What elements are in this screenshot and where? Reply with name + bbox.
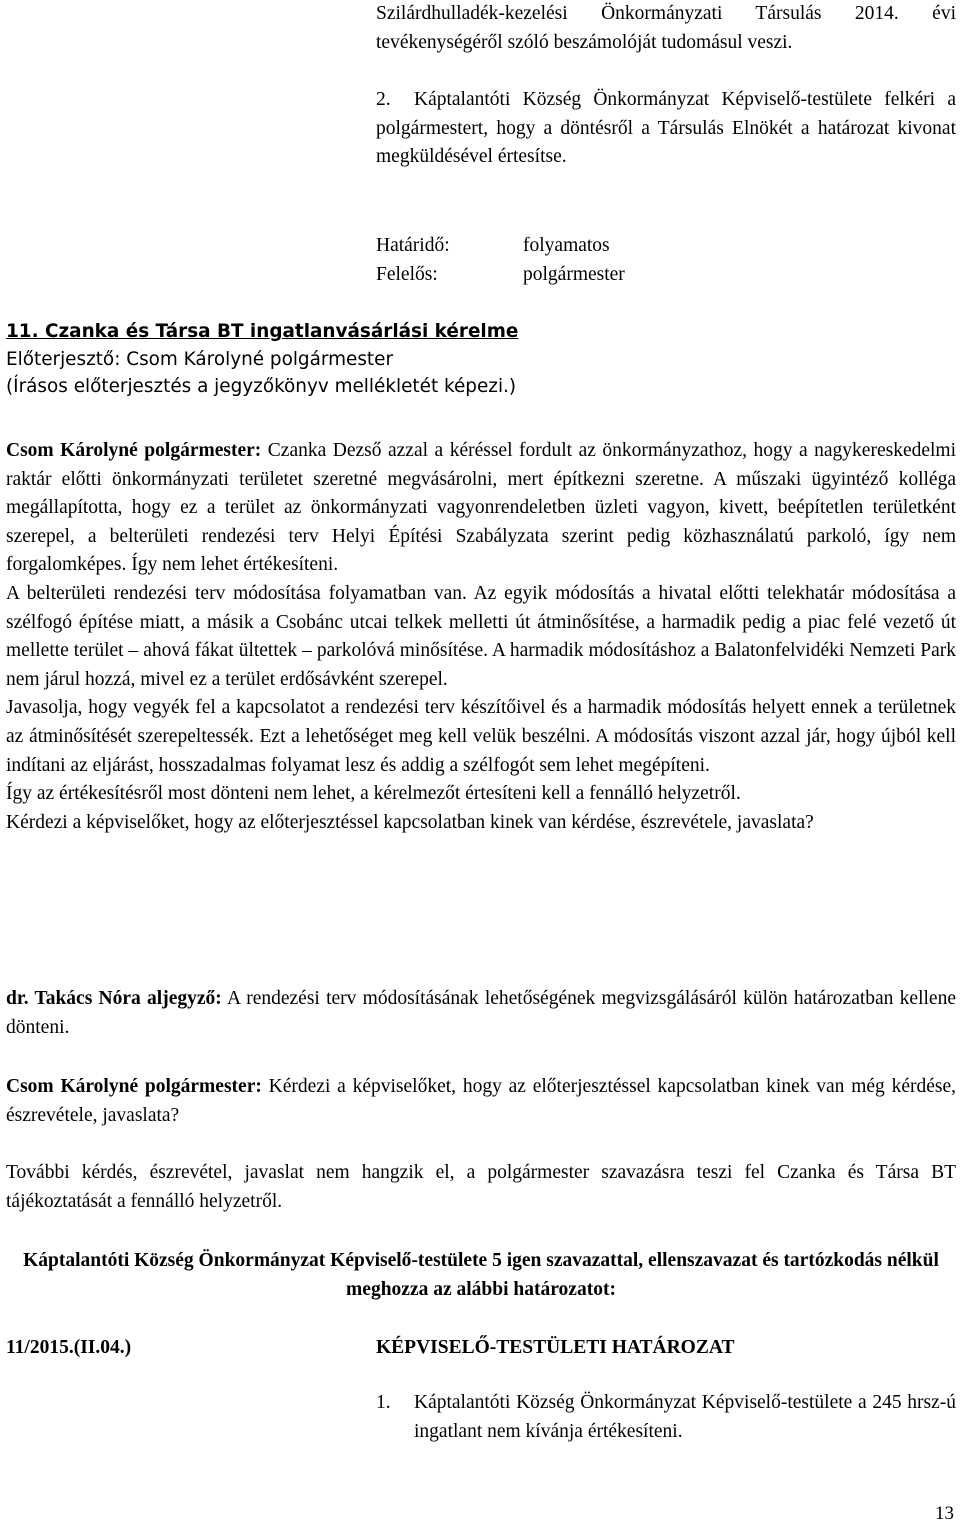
speaker-name: Csom Károlyné polgármester:: [6, 1076, 262, 1097]
deadline-value: folyamatos: [523, 235, 610, 256]
speech-paragraph-2: A belterületi rendezési terv módosítása folyamatban van. Az egyik módosítás a hivatal előtti telekhatár módosítása a szélfogó építése miatt, a másik a Csobánc utcai telkek melletti út átminősítése, a harmadik pedig a piac felé vezető út mellette terület – ahová fákat ültettek – parkolóvá minősítése. A harmadik módosításhoz a Balatonfelvidéki Nemzeti Park nem járul hozzá, mivel ez a terület erdősávként szerepel.: [6, 582, 956, 690]
item-text: Káptalantóti Község Önkormányzat Képviselő-testülete a 245 hrsz-ú ingatlant nem kívánja értékesíteni.: [414, 1392, 956, 1442]
speech-mayor-2: [6, 1073, 956, 1130]
continuation-paragraph: Szilárdhulladék-kezelési Önkormányzati Társulás 2014. évi tevékenységéről szóló beszámolóját tudomásul veszi.: [376, 3, 956, 53]
speech-text: Czanka Dezső azzal a kéréssel fordult az önkormányzathoz, hogy a nagykereskedelmi raktár előtti önkormányzati területet szeretné megvásárolni, mert építkezni szeretne. A műszaki ügyintéző kolléga megállapította, hogy ez a terület az önkormányzati vagyonrendeletben üzleti vagyon, kivett, beépítetlen területként szerepel, a belterületi rendezési terv Helyi Építési Szabályzata szerint pedig közhasználatú parkoló, így nem forgalomképes. Így nem lehet értékesíteni.: [6, 440, 957, 576]
item-number: 2.: [376, 89, 391, 110]
speech-text: Kérdezi a képviselőket, hogy az előterjesztéssel kapcsolatban kinek van még kérdése, észrevétele, javaslata?: [6, 1076, 957, 1126]
speech-paragraph-5: Kérdezi a képviselőket, hogy az előterjesztéssel kapcsolatban kinek van kérdése, észrevétele, javaslata?: [6, 811, 814, 833]
section-title: 11. Czanka és Társa BT ingatlanvásárlási kérelme: [6, 321, 519, 342]
speech-paragraph-3: Javasolja, hogy vegyék fel a kapcsolatot a rendezési terv készítőivel és a harmadik módosítás helyett ennek a területnek az átminősítését szerepeltessék. Ezt a lehetőséget meg kell velük beszélni. A módosítás viszont azzal jár, hogy újból kell indítani az eljárást, hosszadalmas folyamat lesz és addig a szélfogót sem lehet megépíteni.: [6, 697, 956, 776]
resolution-item-1: [376, 1389, 956, 1479]
resolution-id: 11/2015.(II.04.): [6, 1337, 132, 1358]
resolution-item-2: [376, 86, 956, 202]
resolution-title: KÉPVISELŐ-TESTÜLETI HATÁROZAT: [376, 1337, 735, 1358]
deadline-label: Határidő:: [376, 235, 450, 256]
item-text: Káptalantóti Község Önkormányzat Képviselő-testülete felkéri a polgármestert, hogy a döntésről a Társulás Elnökét a határozat kivonat megküldésével értesítse.: [376, 89, 956, 168]
speech-text: A rendezési terv módosításának lehetőségének megvizsgálásáról külön határozatban kellene dönteni.: [6, 988, 956, 1038]
speaker-name: Csom Károlyné polgármester:: [6, 440, 262, 461]
section-note: (Írásos előterjesztés a jegyzőkönyv mellékletét képezi.): [6, 376, 517, 397]
page-number: 13: [935, 1503, 954, 1524]
item-number: 1.: [376, 1392, 391, 1413]
vote-statement: Káptalantóti Község Önkormányzat Képviselő-testülete 5 igen szavazattal, ellenszavazat és tartózkodás nélkül meghozza az alábbi határozatot:: [23, 1250, 939, 1300]
speech-paragraph-1: [6, 437, 956, 580]
closing-paragraph: További kérdés, észrevétel, javaslat nem hangzik el, a polgármester szavazásra teszi fel Czanka és Társa BT tájékoztatását a fennálló helyzetről.: [6, 1162, 956, 1212]
section-presenter: Előterjesztő: Csom Károlyné polgármester: [6, 349, 394, 370]
agenda-section-header: [6, 318, 956, 401]
responsible-label: Felelős:: [376, 264, 438, 285]
speech-mayor-1: [6, 437, 956, 837]
speech-paragraph-4: Így az értékesítésről most dönteni nem lehet, a kérelmezőt értesíteni kell a fennálló helyzetről.: [6, 783, 741, 805]
responsible-value: polgármester: [523, 264, 625, 285]
speech-notary: [6, 985, 956, 1042]
speaker-name: dr. Takács Nóra aljegyző:: [6, 988, 222, 1009]
